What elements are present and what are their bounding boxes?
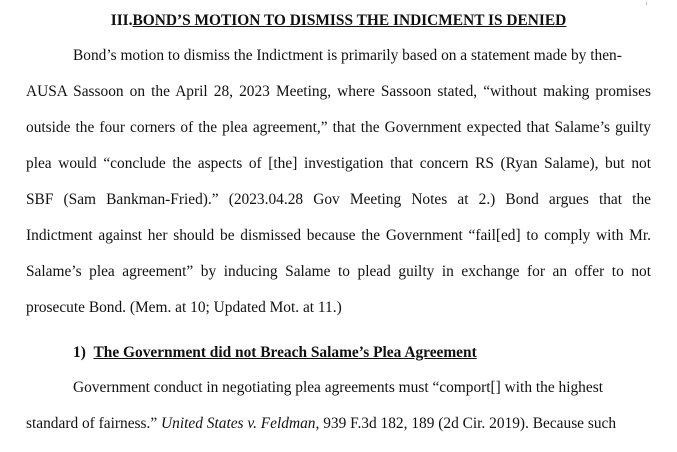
paragraph-2-line-1: Government conduct in negotiating plea agreements must “comport[] with the highest (73, 379, 603, 396)
paragraph-1-line-5: SBF (Sam Bankman-Fried).” (2023.04.28 Gov Meeting Notes at 2.) Bond argues that the (26, 191, 651, 208)
paragraph-1-line-3: outside the four corners of the plea agreement,” that the Government expected that Salame’s guilty (26, 119, 651, 136)
paragraph-1-line-7: Salame’s plea agreement” by inducing Salame to plead guilty in exchange for an offer to not (26, 263, 651, 280)
paragraph-1-line-2: AUSA Sassoon on the April 28, 2023 Meeting, where Sassoon stated, “without making promises (26, 83, 651, 100)
subheading-number: 1) (73, 344, 86, 361)
paragraph-2-line-2 (26, 414, 651, 434)
paragraph-1-line-1: Bond’s motion to dismiss the Indictment is primarily based on a statement made by then- (73, 47, 622, 64)
section-numeral: III. (110, 12, 133, 29)
paragraph-1-line-4: plea would “conclude the aspects of [the] investigation that concern RS (Ryan Salame), but not (26, 155, 651, 172)
case-citation: United States v. Feldman (161, 415, 316, 432)
subheading-title: The Government did not Breach Salame’s Plea Agreement (93, 344, 477, 361)
scan-mark (646, 2, 647, 5)
paragraph-1-line-6: Indictment against her should be dismissed because the Government “fail[ed] to comply with Mr. (26, 227, 651, 244)
subheading (73, 343, 477, 363)
section-title: BOND’S MOTION TO DISMISS THE INDICMENT IS DENIED (132, 12, 567, 29)
section-heading (0, 11, 677, 31)
paragraph-1-line-8: prosecute Bond. (Mem. at 10; Updated Mot. at 11.) (26, 299, 342, 316)
paragraph-2-line-2-post: , 939 F.3d 182, 189 (2d Cir. 2019). Because such (315, 415, 617, 432)
paragraph-2-line-2-pre: standard of fairness.” (26, 415, 162, 432)
